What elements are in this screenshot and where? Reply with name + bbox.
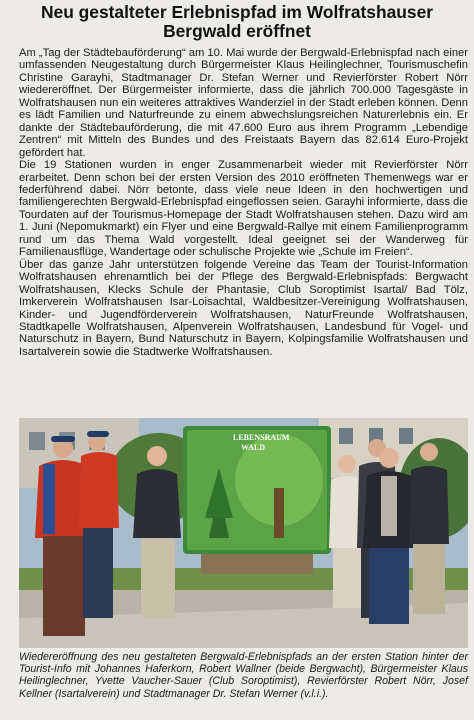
headline-line-2: Bergwald eröffnet xyxy=(163,21,311,41)
article-paragraph: Am „Tag der Städtebauförderung“ am 10. Mai wurde der Bergwald-Erlebnispfad nach einer umfassenden Neugestaltung durch Bürgermeister Klaus Heilinglechner, Tourismuschefin Christine Garayhi, Stadtmanager Dr. Stefan Werner und Revierförster Robert Nörr wiedereröffnet. Der Bürgermeister informierte, dass die jährlich 700.000 Tagesgäste in Wolfratshausen nun ein weiteres attraktives Wanderziel in der Stadt erleben können. Denn es lädt Familien und Naturfreunde zu einem abwechslungsreichen Naturerlebnis ein. Er dankte der Städtebauförderung, die mit 47.600 Euro aus ihrem Programm „Lebendige Zentren“ mit Mitteln des Bundes und des Freistaats Bayern das 82.614 Euro-Projekt gefördert hat. xyxy=(19,47,468,159)
article-photo xyxy=(19,418,468,648)
photo-caption: Wiedereröffnung des neu gestalteten Bergwald-Erlebnispfads an der ersten Station hinter der Tourist-Info mit Johannes Haferkorn, Robert Wallner (beide Bergwacht), Bürgermeister Klaus Heilinglechner, Yvette Vaucher-Sauer (Club Soroptimist), Revierförster Robert Nörr, Josef Kellner (Isartalverein) und Stadtmanager Dr. Stefan Werner (v.l.i.). xyxy=(19,651,468,700)
person-7 xyxy=(409,443,449,614)
article-paragraph: Die 19 Stationen wurden in enger Zusammenarbeit wieder mit Revierförster Nörr erarbeitet. Denn schon bei der ersten Version des 2010 eröffneten Themenwegs war er federführend dabei. Nörr betonte, dass viele neue Ideen in den hochwertigen und familiengerechten Bergwald-Erlebnispfad eingeflossen seien. Garayhi informierte, dass die Tourdaten auf der Tourismus-Homepage der Stadt Wolfratshausen stehen. Dazu wird am 1. Juni (Nepomukmarkt) ein Flyer und eine Bergwald-Rallye mit einem Familienprogramm rund um das Thema Wald vorgestellt. Ideal geeignet sei der Wanderweg für Familienausflüge, Wandertage oder schulische Projekte wie „Schule im Freien“. xyxy=(19,159,468,259)
headline-line-1: Neu gestalteter Erlebnispfad im Wolfratshauser xyxy=(40,2,434,22)
article-body xyxy=(0,41,474,358)
article-headline xyxy=(0,0,474,41)
sign-title-line-2: WALD xyxy=(241,443,266,452)
sign-title-line-1: LEBENSRAUM xyxy=(233,433,290,442)
person-2 xyxy=(79,431,119,618)
trail-sign xyxy=(183,426,331,574)
article-paragraph: Über das ganze Jahr unterstützen folgende Vereine das Team der Tourist-Information Wolfratshausen ehrenamtlich bei der Pflege des Bergwald-Erlebnispfads: Bergwacht Wolfratshausen, Klecks Schule der Phantasie, Club Soroptimist Isartal/ Bad Tölz, Imkerverein Wolfratshausen Isar-Loisachtal, Waldbesitzer-Vereinigung Wolfratshausen, Kinder- und Jugendförderverein Wolfratshausen, NaturFreunde Wolfratshausen, Stadtkapelle Wolfratshausen, Alpenverein Wolfratshausen, Landesbund für Vogel- und Naturschutz in Bayern, Bund Naturschutz in Bayern, Kolpingsfamilie Wolfratshausen und Isartalverein sowie die Stadtwerke Wolfratshausen. xyxy=(19,258,468,358)
